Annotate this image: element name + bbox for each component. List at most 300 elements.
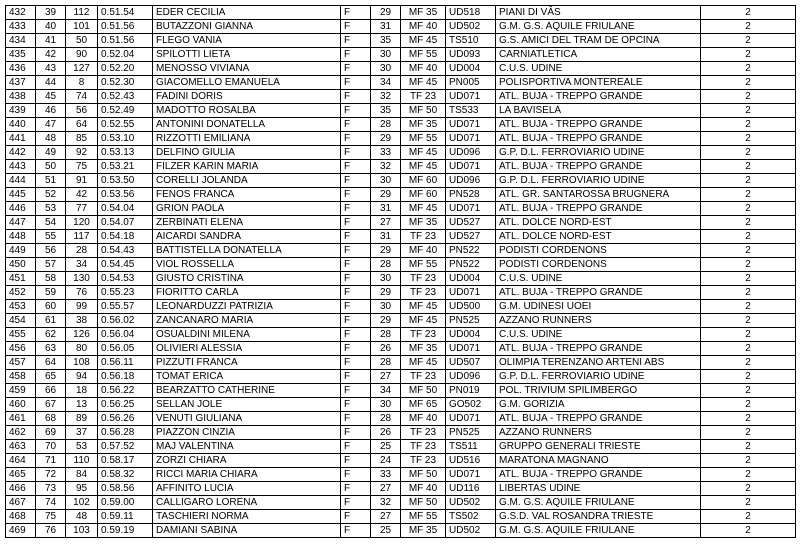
club-name-cell: ATL. GR. SANTAROSSA BRUGNERA <box>496 188 701 202</box>
club-code-cell: UD071 <box>446 118 496 132</box>
age-category-cell: MF 60 <box>401 174 446 188</box>
bib-number-cell: 103 <box>66 524 98 538</box>
club-code-cell: PN525 <box>446 314 496 328</box>
age-cell: 28 <box>371 258 401 272</box>
finish-time-cell: 0.58.17 <box>98 454 153 468</box>
age-cell: 31 <box>371 230 401 244</box>
age-cell: 29 <box>371 132 401 146</box>
club-name-cell: PODISTI CORDENONS <box>496 258 701 272</box>
age-cell: 34 <box>371 384 401 398</box>
club-code-cell: UD116 <box>446 482 496 496</box>
club-name-cell: G.M. G.S. AQUILE FRIULANE <box>496 20 701 34</box>
age-category-cell: MF 40 <box>401 244 446 258</box>
finish-time-cell: 0.56.02 <box>98 314 153 328</box>
age-category-cell: MF 55 <box>401 258 446 272</box>
overall-position-cell: 453 <box>6 300 36 314</box>
age-cell: 32 <box>371 160 401 174</box>
age-category-cell: MF 45 <box>401 160 446 174</box>
athlete-name-cell: GIUSTO CRISTINA <box>153 272 341 286</box>
points-cell: 2 <box>701 76 796 90</box>
finish-time-cell: 0.54.07 <box>98 216 153 230</box>
category-position-cell: 44 <box>36 76 66 90</box>
points-cell: 2 <box>701 230 796 244</box>
age-category-cell: MF 40 <box>401 412 446 426</box>
points-cell: 2 <box>701 272 796 286</box>
category-position-cell: 50 <box>36 160 66 174</box>
club-name-cell: ATL. BUJA - TREPPO GRANDE <box>496 202 701 216</box>
finish-time-cell: 0.56.11 <box>98 356 153 370</box>
club-code-cell: UD502 <box>446 496 496 510</box>
gender-cell: F <box>341 174 371 188</box>
table-row <box>6 314 796 328</box>
overall-position-cell: 435 <box>6 48 36 62</box>
athlete-name-cell: VIOL ROSSELLA <box>153 258 341 272</box>
overall-position-cell: 448 <box>6 230 36 244</box>
overall-position-cell: 464 <box>6 454 36 468</box>
bib-number-cell: 34 <box>66 258 98 272</box>
club-name-cell: G.M. UDINESI UOEI <box>496 300 701 314</box>
gender-cell: F <box>341 244 371 258</box>
club-name-cell: ATL. DOLCE NORD-EST <box>496 216 701 230</box>
finish-time-cell: 0.56.26 <box>98 412 153 426</box>
gender-cell: F <box>341 412 371 426</box>
gender-cell: F <box>341 20 371 34</box>
overall-position-cell: 441 <box>6 132 36 146</box>
category-position-cell: 76 <box>36 524 66 538</box>
club-code-cell: UD500 <box>446 300 496 314</box>
club-name-cell: C.U.S. UDINE <box>496 62 701 76</box>
points-cell: 2 <box>701 496 796 510</box>
overall-position-cell: 454 <box>6 314 36 328</box>
table-row <box>6 104 796 118</box>
finish-time-cell: 0.57.52 <box>98 440 153 454</box>
finish-time-cell: 0.54.45 <box>98 258 153 272</box>
gender-cell: F <box>341 188 371 202</box>
category-position-cell: 45 <box>36 90 66 104</box>
age-cell: 26 <box>371 342 401 356</box>
gender-cell: F <box>341 524 371 538</box>
overall-position-cell: 450 <box>6 258 36 272</box>
age-cell: 32 <box>371 496 401 510</box>
points-cell: 2 <box>701 132 796 146</box>
gender-cell: F <box>341 286 371 300</box>
category-position-cell: 54 <box>36 216 66 230</box>
club-name-cell: MARATONA MAGNANO <box>496 454 701 468</box>
finish-time-cell: 0.52.20 <box>98 62 153 76</box>
table-row <box>6 272 796 286</box>
finish-time-cell: 0.53.10 <box>98 132 153 146</box>
gender-cell: F <box>341 384 371 398</box>
overall-position-cell: 452 <box>6 286 36 300</box>
category-position-cell: 62 <box>36 328 66 342</box>
table-row <box>6 300 796 314</box>
club-name-cell: G.P. D.L. FERROVIARIO UDINE <box>496 174 701 188</box>
bib-number-cell: 80 <box>66 342 98 356</box>
points-cell: 2 <box>701 454 796 468</box>
points-cell: 2 <box>701 314 796 328</box>
athlete-name-cell: FLEGO VANIA <box>153 34 341 48</box>
table-row <box>6 370 796 384</box>
age-category-cell: MF 50 <box>401 468 446 482</box>
age-cell: 35 <box>371 34 401 48</box>
overall-position-cell: 462 <box>6 426 36 440</box>
overall-position-cell: 456 <box>6 342 36 356</box>
age-category-cell: TF 23 <box>401 454 446 468</box>
club-code-cell: TS510 <box>446 34 496 48</box>
age-cell: 29 <box>371 314 401 328</box>
finish-time-cell: 0.52.04 <box>98 48 153 62</box>
club-name-cell: LIBERTAS UDINE <box>496 482 701 496</box>
category-position-cell: 60 <box>36 300 66 314</box>
age-category-cell: MF 35 <box>401 118 446 132</box>
club-name-cell: POL. TRIVIUM SPILIMBERGO <box>496 384 701 398</box>
athlete-name-cell: SELLAN JOLE <box>153 398 341 412</box>
age-cell: 29 <box>371 286 401 300</box>
finish-time-cell: 0.51.56 <box>98 20 153 34</box>
club-code-cell: UD502 <box>446 20 496 34</box>
category-position-cell: 48 <box>36 132 66 146</box>
gender-cell: F <box>341 496 371 510</box>
overall-position-cell: 439 <box>6 104 36 118</box>
athlete-name-cell: ZORZI CHIARA <box>153 454 341 468</box>
gender-cell: F <box>341 342 371 356</box>
age-cell: 25 <box>371 440 401 454</box>
category-position-cell: 47 <box>36 118 66 132</box>
points-cell: 2 <box>701 398 796 412</box>
finish-time-cell: 0.52.43 <box>98 90 153 104</box>
overall-position-cell: 432 <box>6 6 36 20</box>
age-cell: 33 <box>371 146 401 160</box>
table-row <box>6 468 796 482</box>
club-name-cell: G.M. G.S. AQUILE FRIULANE <box>496 496 701 510</box>
bib-number-cell: 90 <box>66 48 98 62</box>
club-name-cell: G.M. GORIZIA <box>496 398 701 412</box>
athlete-name-cell: AICARDI SANDRA <box>153 230 341 244</box>
athlete-name-cell: RIZZOTTI EMILIANA <box>153 132 341 146</box>
age-cell: 27 <box>371 216 401 230</box>
gender-cell: F <box>341 440 371 454</box>
finish-time-cell: 0.56.18 <box>98 370 153 384</box>
overall-position-cell: 437 <box>6 76 36 90</box>
gender-cell: F <box>341 510 371 524</box>
gender-cell: F <box>341 76 371 90</box>
club-code-cell: UD516 <box>446 454 496 468</box>
points-cell: 2 <box>701 6 796 20</box>
club-code-cell: UD004 <box>446 272 496 286</box>
finish-time-cell: 0.55.23 <box>98 286 153 300</box>
gender-cell: F <box>341 146 371 160</box>
athlete-name-cell: FENOS FRANCA <box>153 188 341 202</box>
athlete-name-cell: FIORITTO CARLA <box>153 286 341 300</box>
club-code-cell: UD502 <box>446 524 496 538</box>
finish-time-cell: 0.52.49 <box>98 104 153 118</box>
points-cell: 2 <box>701 188 796 202</box>
club-name-cell: C.U.S. UDINE <box>496 328 701 342</box>
age-cell: 34 <box>371 76 401 90</box>
gender-cell: F <box>341 426 371 440</box>
athlete-name-cell: GIACOMELLO EMANUELA <box>153 76 341 90</box>
club-code-cell: UD071 <box>446 468 496 482</box>
club-name-cell: PODISTI CORDENONS <box>496 244 701 258</box>
bib-number-cell: 76 <box>66 286 98 300</box>
age-category-cell: MF 55 <box>401 132 446 146</box>
overall-position-cell: 446 <box>6 202 36 216</box>
club-code-cell: UD071 <box>446 202 496 216</box>
club-name-cell: AZZANO RUNNERS <box>496 314 701 328</box>
athlete-name-cell: MAJ VALENTINA <box>153 440 341 454</box>
club-code-cell: PN528 <box>446 188 496 202</box>
gender-cell: F <box>341 314 371 328</box>
points-cell: 2 <box>701 524 796 538</box>
club-code-cell: UD071 <box>446 412 496 426</box>
age-cell: 28 <box>371 118 401 132</box>
overall-position-cell: 463 <box>6 440 36 454</box>
athlete-name-cell: TASCHIERI NORMA <box>153 510 341 524</box>
age-category-cell: MF 35 <box>401 524 446 538</box>
athlete-name-cell: TOMAT ERICA <box>153 370 341 384</box>
club-code-cell: UD096 <box>446 146 496 160</box>
club-name-cell: ATL. BUJA - TREPPO GRANDE <box>496 160 701 174</box>
points-cell: 2 <box>701 48 796 62</box>
overall-position-cell: 466 <box>6 482 36 496</box>
bib-number-cell: 56 <box>66 104 98 118</box>
gender-cell: F <box>341 258 371 272</box>
athlete-name-cell: FILZER KARIN MARIA <box>153 160 341 174</box>
finish-time-cell: 0.56.22 <box>98 384 153 398</box>
points-cell: 2 <box>701 174 796 188</box>
overall-position-cell: 458 <box>6 370 36 384</box>
table-row <box>6 76 796 90</box>
table-row <box>6 510 796 524</box>
category-position-cell: 43 <box>36 62 66 76</box>
finish-time-cell: 0.53.13 <box>98 146 153 160</box>
category-position-cell: 56 <box>36 244 66 258</box>
category-position-cell: 51 <box>36 174 66 188</box>
overall-position-cell: 455 <box>6 328 36 342</box>
category-position-cell: 69 <box>36 426 66 440</box>
finish-time-cell: 0.54.43 <box>98 244 153 258</box>
gender-cell: F <box>341 216 371 230</box>
table-row <box>6 34 796 48</box>
athlete-name-cell: CALLIGARO LORENA <box>153 496 341 510</box>
bib-number-cell: 127 <box>66 62 98 76</box>
overall-position-cell: 469 <box>6 524 36 538</box>
category-position-cell: 59 <box>36 286 66 300</box>
bib-number-cell: 75 <box>66 160 98 174</box>
club-name-cell: ATL. BUJA - TREPPO GRANDE <box>496 412 701 426</box>
table-row <box>6 454 796 468</box>
athlete-name-cell: ANTONINI DONATELLA <box>153 118 341 132</box>
club-name-cell: C.U.S. UDINE <box>496 272 701 286</box>
gender-cell: F <box>341 34 371 48</box>
age-category-cell: MF 40 <box>401 482 446 496</box>
athlete-name-cell: VENUTI GIULIANA <box>153 412 341 426</box>
finish-time-cell: 0.53.50 <box>98 174 153 188</box>
club-name-cell: ATL. BUJA - TREPPO GRANDE <box>496 90 701 104</box>
club-code-cell: GO502 <box>446 398 496 412</box>
bib-number-cell: 102 <box>66 496 98 510</box>
finish-time-cell: 0.54.53 <box>98 272 153 286</box>
overall-position-cell: 433 <box>6 20 36 34</box>
athlete-name-cell: BEARZATTO CATHERINE <box>153 384 341 398</box>
finish-time-cell: 0.53.56 <box>98 188 153 202</box>
club-name-cell: ATL. DOLCE NORD-EST <box>496 230 701 244</box>
finish-time-cell: 0.56.05 <box>98 342 153 356</box>
finish-time-cell: 0.58.32 <box>98 468 153 482</box>
category-position-cell: 61 <box>36 314 66 328</box>
category-position-cell: 72 <box>36 468 66 482</box>
category-position-cell: 53 <box>36 202 66 216</box>
overall-position-cell: 465 <box>6 468 36 482</box>
overall-position-cell: 440 <box>6 118 36 132</box>
age-category-cell: MF 50 <box>401 384 446 398</box>
table-row <box>6 384 796 398</box>
table-row <box>6 244 796 258</box>
age-category-cell: TF 23 <box>401 328 446 342</box>
age-category-cell: TF 23 <box>401 230 446 244</box>
table-row <box>6 188 796 202</box>
athlete-name-cell: FADINI DORIS <box>153 90 341 104</box>
gender-cell: F <box>341 118 371 132</box>
age-cell: 32 <box>371 90 401 104</box>
athlete-name-cell: LEONARDUZZI PATRIZIA <box>153 300 341 314</box>
age-cell: 29 <box>371 188 401 202</box>
table-row <box>6 258 796 272</box>
overall-position-cell: 445 <box>6 188 36 202</box>
table-row <box>6 440 796 454</box>
athlete-name-cell: ZERBINATI ELENA <box>153 216 341 230</box>
results-table <box>5 5 796 538</box>
club-code-cell: PN522 <box>446 258 496 272</box>
club-code-cell: PN005 <box>446 76 496 90</box>
table-row <box>6 216 796 230</box>
table-row <box>6 524 796 538</box>
table-row <box>6 6 796 20</box>
bib-number-cell: 74 <box>66 90 98 104</box>
overall-position-cell: 447 <box>6 216 36 230</box>
athlete-name-cell: DELFINO GIULIA <box>153 146 341 160</box>
club-code-cell: UD527 <box>446 216 496 230</box>
category-position-cell: 74 <box>36 496 66 510</box>
age-cell: 33 <box>371 468 401 482</box>
age-category-cell: TF 23 <box>401 440 446 454</box>
bib-number-cell: 84 <box>66 468 98 482</box>
bib-number-cell: 37 <box>66 426 98 440</box>
bib-number-cell: 28 <box>66 244 98 258</box>
athlete-name-cell: EDER CECILIA <box>153 6 341 20</box>
bib-number-cell: 112 <box>66 6 98 20</box>
gender-cell: F <box>341 202 371 216</box>
club-name-cell: G.P. D.L. FERROVIARIO UDINE <box>496 370 701 384</box>
club-code-cell: UD093 <box>446 48 496 62</box>
gender-cell: F <box>341 328 371 342</box>
athlete-name-cell: OSUALDINI MILENA <box>153 328 341 342</box>
points-cell: 2 <box>701 384 796 398</box>
points-cell: 2 <box>701 34 796 48</box>
club-name-cell: PIANI DI VÂS <box>496 6 701 20</box>
club-code-cell: UD096 <box>446 174 496 188</box>
age-category-cell: TF 23 <box>401 90 446 104</box>
athlete-name-cell: AFFINITO LUCIA <box>153 482 341 496</box>
category-position-cell: 70 <box>36 440 66 454</box>
athlete-name-cell: PIAZZON CINZIA <box>153 426 341 440</box>
bib-number-cell: 53 <box>66 440 98 454</box>
club-code-cell: UD071 <box>446 160 496 174</box>
points-cell: 2 <box>701 510 796 524</box>
club-code-cell: PN522 <box>446 244 496 258</box>
category-position-cell: 55 <box>36 230 66 244</box>
table-row <box>6 482 796 496</box>
club-name-cell: ATL. BUJA - TREPPO GRANDE <box>496 286 701 300</box>
overall-position-cell: 444 <box>6 174 36 188</box>
bib-number-cell: 92 <box>66 146 98 160</box>
points-cell: 2 <box>701 286 796 300</box>
age-category-cell: MF 50 <box>401 104 446 118</box>
bib-number-cell: 99 <box>66 300 98 314</box>
category-position-cell: 39 <box>36 6 66 20</box>
age-category-cell: MF 35 <box>401 216 446 230</box>
overall-position-cell: 438 <box>6 90 36 104</box>
club-code-cell: PN525 <box>446 426 496 440</box>
club-name-cell: GRUPPO GENERALI TRIESTE <box>496 440 701 454</box>
category-position-cell: 58 <box>36 272 66 286</box>
finish-time-cell: 0.55.57 <box>98 300 153 314</box>
points-cell: 2 <box>701 412 796 426</box>
age-category-cell: TF 23 <box>401 272 446 286</box>
category-position-cell: 73 <box>36 482 66 496</box>
overall-position-cell: 442 <box>6 146 36 160</box>
gender-cell: F <box>341 160 371 174</box>
gender-cell: F <box>341 482 371 496</box>
gender-cell: F <box>341 230 371 244</box>
age-category-cell: MF 50 <box>401 496 446 510</box>
gender-cell: F <box>341 468 371 482</box>
points-cell: 2 <box>701 62 796 76</box>
athlete-name-cell: SPILOTTI LIETA <box>153 48 341 62</box>
age-cell: 28 <box>371 412 401 426</box>
points-cell: 2 <box>701 20 796 34</box>
bib-number-cell: 38 <box>66 314 98 328</box>
athlete-name-cell: GRION PAOLA <box>153 202 341 216</box>
overall-position-cell: 436 <box>6 62 36 76</box>
athlete-name-cell: DAMIANI SABINA <box>153 524 341 538</box>
category-position-cell: 68 <box>36 412 66 426</box>
category-position-cell: 49 <box>36 146 66 160</box>
category-position-cell: 57 <box>36 258 66 272</box>
bib-number-cell: 77 <box>66 202 98 216</box>
athlete-name-cell: RICCI MARIA CHIARA <box>153 468 341 482</box>
age-category-cell: TF 23 <box>401 370 446 384</box>
category-position-cell: 52 <box>36 188 66 202</box>
bib-number-cell: 94 <box>66 370 98 384</box>
age-category-cell: MF 35 <box>401 342 446 356</box>
age-cell: 31 <box>371 20 401 34</box>
bib-number-cell: 64 <box>66 118 98 132</box>
category-position-cell: 71 <box>36 454 66 468</box>
age-cell: 30 <box>371 300 401 314</box>
bib-number-cell: 89 <box>66 412 98 426</box>
finish-time-cell: 0.59.19 <box>98 524 153 538</box>
age-category-cell: MF 40 <box>401 62 446 76</box>
age-category-cell: MF 60 <box>401 188 446 202</box>
age-cell: 30 <box>371 174 401 188</box>
finish-time-cell: 0.51.54 <box>98 6 153 20</box>
overall-position-cell: 451 <box>6 272 36 286</box>
overall-position-cell: 460 <box>6 398 36 412</box>
overall-position-cell: 449 <box>6 244 36 258</box>
club-name-cell: ATL. BUJA - TREPPO GRANDE <box>496 468 701 482</box>
gender-cell: F <box>341 132 371 146</box>
